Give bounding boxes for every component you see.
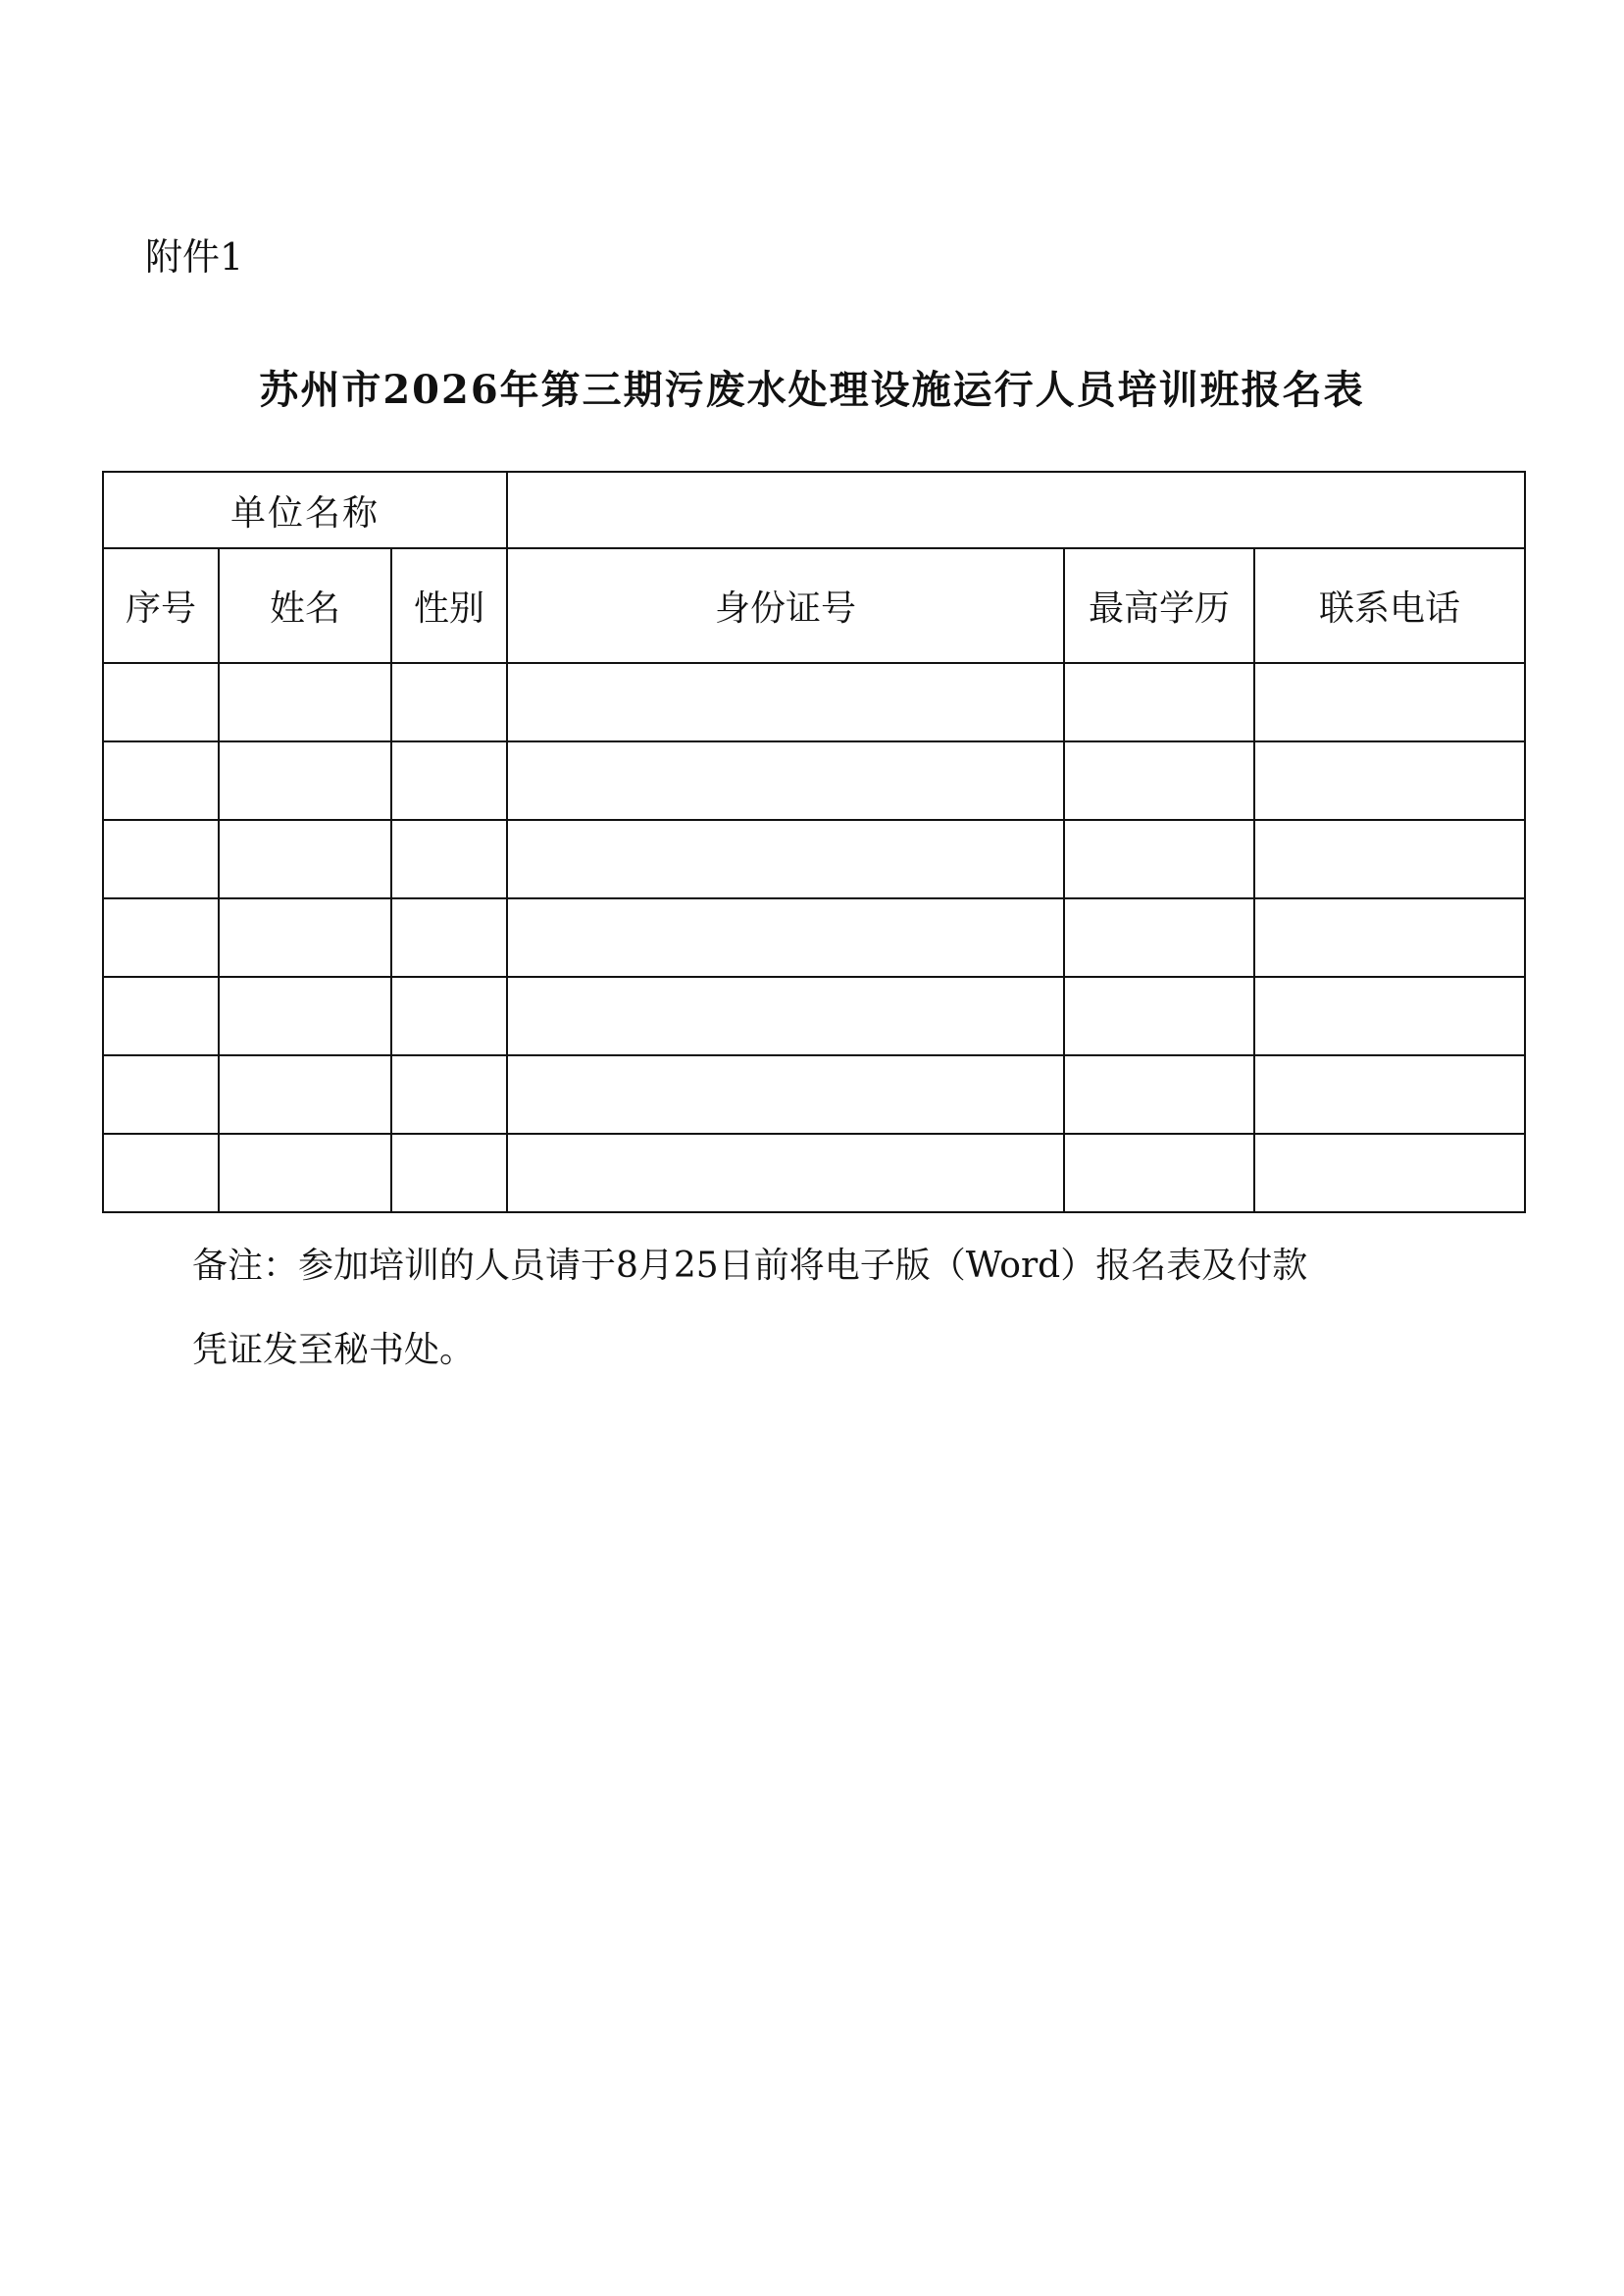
cell-phone[interactable] [1254,898,1525,977]
unit-label: 单位名称 [103,472,507,548]
cell-index[interactable] [103,663,219,741]
table-row [103,1055,1525,1134]
cell-index[interactable] [103,820,219,898]
cell-index[interactable] [103,977,219,1055]
cell-phone[interactable] [1254,977,1525,1055]
cell-gender[interactable] [391,741,507,820]
cell-id-number[interactable] [507,977,1064,1055]
cell-id-number[interactable] [507,741,1064,820]
note-line-2: 凭证发至秘书处。 [192,1330,476,1370]
cell-index[interactable] [103,741,219,820]
cell-phone[interactable] [1254,741,1525,820]
cell-name[interactable] [219,1055,391,1134]
cell-name[interactable] [219,898,391,977]
cell-gender[interactable] [391,898,507,977]
cell-index[interactable] [103,898,219,977]
cell-name[interactable] [219,977,391,1055]
cell-phone[interactable] [1254,1134,1525,1212]
note [192,1224,1467,1393]
cell-id-number[interactable] [507,898,1064,977]
cell-education[interactable] [1064,741,1254,820]
cell-name[interactable] [219,741,391,820]
cell-education[interactable] [1064,1134,1254,1212]
table-row [103,820,1525,898]
cell-education[interactable] [1064,1055,1254,1134]
cell-phone[interactable] [1254,663,1525,741]
cell-education[interactable] [1064,898,1254,977]
table-row [103,741,1525,820]
header-phone: 联系电话 [1254,548,1525,663]
cell-education[interactable] [1064,977,1254,1055]
cell-id-number[interactable] [507,1134,1064,1212]
registration-table [102,471,1526,1213]
header-row [103,548,1525,663]
table-row [103,1134,1525,1212]
header-index: 序号 [103,548,219,663]
cell-id-number[interactable] [507,820,1064,898]
cell-gender[interactable] [391,820,507,898]
unit-value-cell[interactable] [507,472,1525,548]
cell-gender[interactable] [391,977,507,1055]
table-row [103,663,1525,741]
cell-phone[interactable] [1254,820,1525,898]
form-title: 苏州市2026年第三期污废水处理设施运行人员培训班报名表 [259,367,1365,413]
attachment-label: 附件1 [145,235,244,279]
cell-name[interactable] [219,1134,391,1212]
header-education: 最高学历 [1064,548,1254,663]
cell-gender[interactable] [391,1055,507,1134]
cell-index[interactable] [103,1134,219,1212]
cell-gender[interactable] [391,1134,507,1212]
cell-name[interactable] [219,820,391,898]
header-gender: 性别 [391,548,507,663]
table-row [103,977,1525,1055]
cell-id-number[interactable] [507,663,1064,741]
cell-id-number[interactable] [507,1055,1064,1134]
cell-gender[interactable] [391,663,507,741]
unit-row [103,472,1525,548]
cell-education[interactable] [1064,663,1254,741]
note-line-1: 备注：参加培训的人员请于8月25日前将电子版（Word）报名表及付款 [192,1246,1308,1286]
table-row [103,898,1525,977]
cell-phone[interactable] [1254,1055,1525,1134]
cell-education[interactable] [1064,820,1254,898]
cell-name[interactable] [219,663,391,741]
cell-index[interactable] [103,1055,219,1134]
header-name: 姓名 [219,548,391,663]
header-id-number: 身份证号 [507,548,1064,663]
